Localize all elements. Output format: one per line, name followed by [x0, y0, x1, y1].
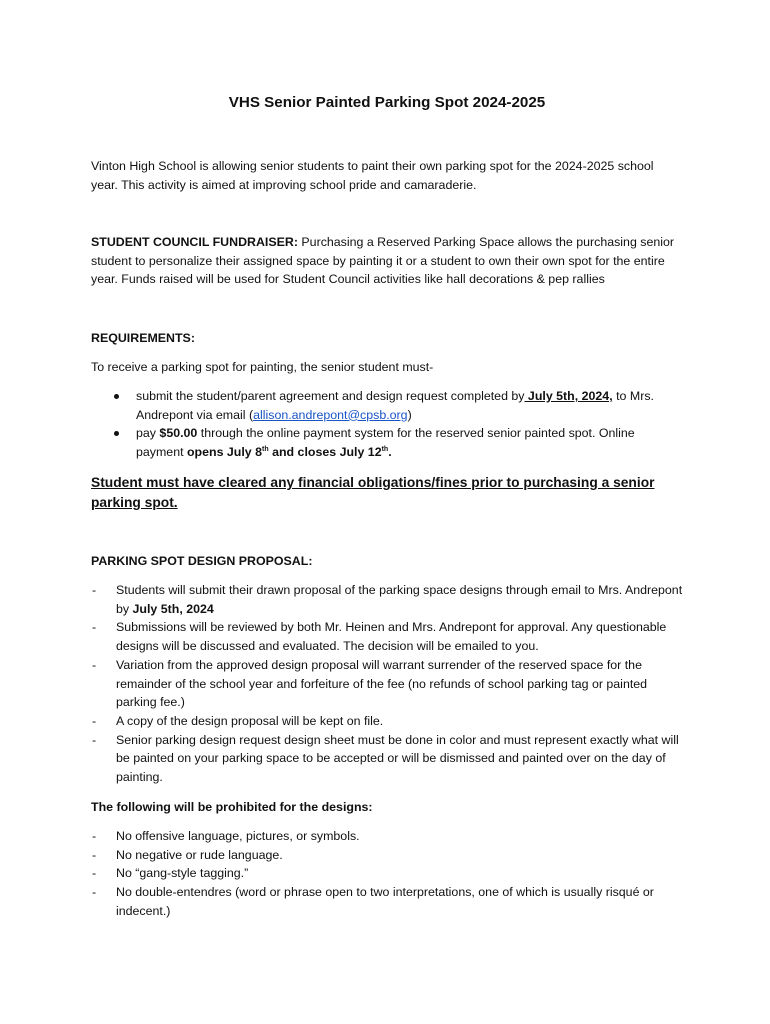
bullet-icon — [114, 394, 119, 399]
dash-marker: - — [92, 657, 97, 672]
list-item — [91, 424, 683, 461]
design-rule-5: Senior parking design request design sheet must be done in color and must represent exactly what will be painted on your parking space to be accepted or will be dismissed and painted over on the day of painting. — [116, 732, 679, 785]
payment-opens — [187, 445, 392, 459]
list-item — [91, 581, 683, 618]
dash-marker: - — [92, 885, 97, 900]
list-item — [91, 618, 683, 655]
prohibited-list — [91, 827, 683, 921]
requirement-1-text: submit the student/parent agreement and design request completed by — [136, 389, 525, 403]
opens-date: opens July 8 — [186, 445, 263, 460]
requirements-lead: To receive a parking spot for painting, the senior student must- — [91, 360, 434, 374]
list-item — [91, 883, 683, 920]
list-item — [91, 712, 683, 731]
ordinal-suffix: th — [262, 446, 269, 454]
fundraiser-label: STUDENT COUNCIL FUNDRAISER: — [91, 235, 298, 249]
list-item — [91, 846, 683, 865]
requirement-1-mid: to Mrs. Andrepont via email ( — [136, 389, 654, 422]
prohibited-item: No “gang-style tagging.” — [116, 866, 249, 881]
list-item — [91, 731, 683, 787]
ordinal-suffix: th — [381, 446, 389, 454]
requirement-2-mid: through the online payment system for the reserved senior painted spot. Online payment — [136, 426, 635, 460]
period: . — [388, 445, 392, 460]
dash-marker: - — [92, 829, 97, 843]
list-item — [91, 827, 683, 846]
fundraiser-text: Purchasing a Reserved Parking Space allows the purchasing senior student to personalize their assigned space by painting it or a student to own their own spot for the entire year. Funds raised will be used for Student Council activities like hall decorations & pep rallies — [91, 235, 675, 287]
list-item — [91, 656, 683, 712]
requirements-list — [91, 387, 683, 462]
requirement-2-text: pay — [136, 426, 160, 441]
dash-marker: - — [92, 847, 97, 862]
fundraiser-paragraph — [91, 233, 683, 289]
prohibited-item: No offensive language, pictures, or symbols. — [116, 829, 360, 843]
design-rule-3: Variation from the approved design proposal will warrant surrender of the reserved space for the remainder of the school year and forfeiture of the fee (no refunds of school parking tag or painted parking fee.) — [116, 657, 648, 710]
prohibited-item: No negative or rude language. — [116, 847, 283, 862]
prohibited-item: No double-entendres (word or phrase open to two interpretations, one of which is usually risqué or indecent.) — [116, 885, 654, 918]
design-deadline: July 5th, 2024 — [132, 601, 214, 616]
design-rules-list — [91, 581, 683, 787]
requirements-heading: REQUIREMENTS: — [91, 331, 195, 345]
deadline-date: July 5th, 2024, — [524, 389, 613, 403]
list-item — [91, 387, 683, 424]
design-heading: PARKING SPOT DESIGN PROPOSAL: — [91, 554, 313, 568]
document-title: VHS Senior Painted Parking Spot 2024-2025 — [228, 94, 546, 111]
email-link[interactable]: allison.andrepont@cpsb.org — [253, 407, 408, 422]
financial-warning: Student must have cleared any financial obligations/fines prior to purchasing a senior parking spot. — [91, 475, 655, 510]
dash-marker: - — [92, 713, 97, 728]
design-rule-2: Submissions will be reviewed by both Mr. Heinen and Mrs. Andrepont for approval. Any questionable designs will be discussed and evaluated. The decision will be emailed to you. — [116, 620, 667, 654]
list-item — [91, 864, 683, 883]
requirement-1-end: ) — [407, 407, 412, 422]
bullet-icon — [114, 431, 119, 436]
dash-marker: - — [92, 732, 97, 747]
design-rule-1: Students will submit their drawn proposal of the parking space designs through email to Mrs. Andrepont by — [116, 583, 683, 616]
dash-marker: - — [92, 866, 97, 881]
intro-paragraph: Vinton High School is allowing senior students to paint their own parking spot for the 2024-2025 school year. This activity is aimed at improving school pride and camaraderie. — [91, 159, 654, 192]
payment-amount: $50.00 — [159, 426, 198, 441]
closes-date: and closes July 12 — [268, 445, 382, 460]
dash-marker: - — [92, 583, 97, 597]
prohibited-heading: The following will be prohibited for the designs: — [91, 800, 373, 814]
design-rule-4: A copy of the design proposal will be kept on file. — [116, 713, 384, 728]
dash-marker: - — [92, 620, 97, 635]
